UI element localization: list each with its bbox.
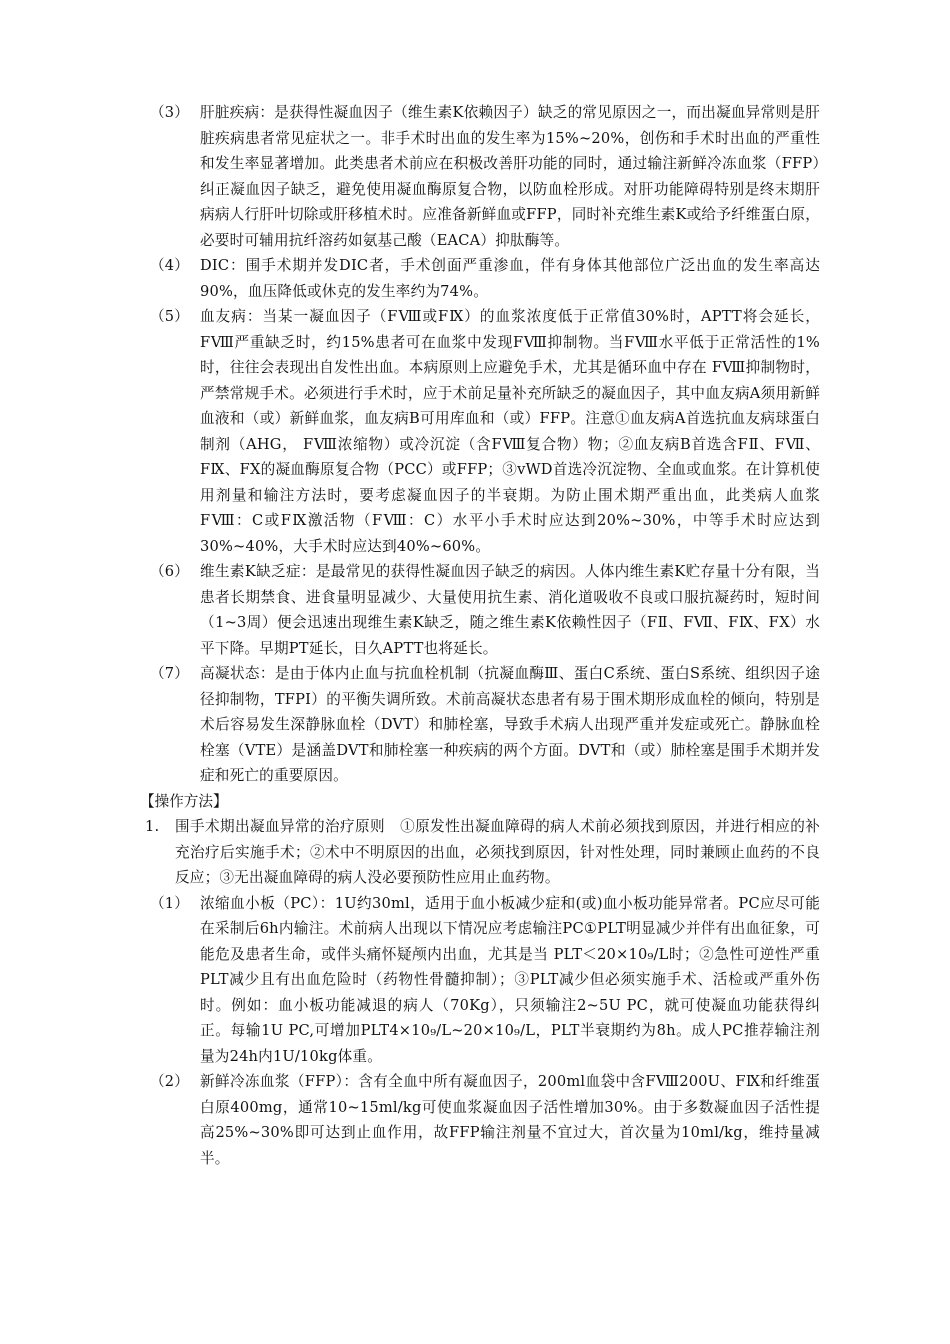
item-text: 肝脏疾病：是获得性凝血因子（维生素K依赖因子）缺乏的常见原因之一，而出凝血异常则是肝脏疾病患者常见症状之一。非手术时出血的发生率为15%~20%，创伤和手术时出血的严重性和发生率显著增加。此类患者术前应在积极改善肝功能的同时，通过输注新鲜冷冻血浆（FFP）纠正凝血因子缺乏，避免使用凝血酶原复合物，以防血栓形成。对肝功能障碍特别是终末期肝病病人行肝叶切除或肝移植术时。应准备新鲜血或FFP，同时补充维生素K或给予纤维蛋白原，必要时可辅用抗纤溶药如氨基己酸（EACA）抑肽酶等。	[200, 104, 820, 249]
principle-text: 围手术期出凝血异常的治疗原则 ①原发性出凝血障碍的病人术前必须找到原因，并进行相应的补充治疗后实施手术；②术中不明原因的出血，必须找到原因，针对性处理，同时兼顾止血药的不良反应；③无出凝血障碍的病人没必要预防性应用止血药物。	[175, 818, 820, 886]
item-number: （3）	[150, 104, 190, 121]
section-heading-operation-method: 【操作方法】	[140, 792, 228, 810]
list-item-platelet-concentrate	[140, 891, 820, 1070]
item-text: 维生素K缺乏症：是最常见的获得性凝血因子缺乏的病因。人体内维生素K贮存量十分有限，当患者长期禁食、进食量明显减少、大量使用抗生素、消化道吸收不良或口服抗凝药时，短时间（1~3周）便会迅速出现维生素K缺乏，随之维生素K依赖性因子（FⅡ、FⅦ、FⅨ、FⅩ）水平下降。早期PT延长，日久APTT也将延长。	[200, 563, 820, 657]
principle-number: 1.	[145, 818, 160, 835]
treatment-principle	[140, 814, 820, 891]
item-text: DIC：围手术期并发DIC者，手术创面严重渗血，伴有身体其他部位广泛出血的发生率高达90%，血压降低或休克的发生率约为74%。	[200, 257, 820, 300]
list-item-liver-disease	[140, 100, 820, 253]
content-block-top	[140, 100, 820, 1171]
item-number: （6）	[150, 563, 190, 580]
item-number: （7）	[150, 665, 190, 682]
item-number: （5）	[150, 308, 190, 325]
list-item-hypercoagulable-state	[140, 661, 820, 789]
item-text: 血友病：当某一凝血因子（FⅧ或FⅨ）的血浆浓度低于正常值30%时，APTT将会延长，FⅧ严重缺乏时，约15%患者可在血浆中发现FⅧ抑制物。当FⅧ水平低于正常活性的1%时，往往会表现出自发性出血。本病原则上应避免手术，尤其是循环血中存在 FⅧ抑制物时，严禁常规手术。必须进行手术时，应于术前足量补充所缺乏的凝血因子，其中血友病A须用新鲜血液和（或）新鲜血浆，血友病B可用库血和（或）FFP。注意①血友病A首选抗血友病球蛋白制剂（AHG， FⅧ浓缩物）或冷沉淀（含FⅧ复合物）物；②血友病B首选含FⅡ、FⅦ、FⅨ、FⅩ的凝血酶原复合物（PCC）或FFP；③vWD首选冷沉淀物、全血或血浆。在计算机使用剂量和输注方法时，要考虑凝血因子的半衰期。为防止围术期严重出血，此类病人血浆FⅧ：C或FⅨ激活物（FⅧ：C）水平小手术时应达到20%~30%，中等手术时应达到30%~40%，大手术时应达到40%~60%。	[200, 308, 820, 555]
item-text: 高凝状态：是由于体内止血与抗血栓机制（抗凝血酶Ⅲ、蛋白C系统、蛋白S系统、组织因子途径抑制物，TFPI）的平衡失调所致。术前高凝状态患者有易于围术期形成血栓的倾向，特别是术后容易发生深静脉血栓（DVT）和肺栓塞，导致手术病人出现严重并发症或死亡。静脉血栓栓塞（VTE）是涵盖DVT和肺栓塞一种疾病的两个方面。DVT和（或）肺栓塞是围手术期并发症和死亡的重要原因。	[200, 665, 820, 784]
item-number: （1）	[150, 894, 190, 912]
list-item-dic	[140, 253, 820, 304]
item-number: （4）	[150, 257, 190, 274]
item-text: 新鲜冷冻血浆（FFP）：含有全血中所有凝血因子，200ml血袋中含FⅧ200U、FⅨ和纤维蛋白原400mg，通常10~15ml/kg可使血浆凝血因子活性增加30%。由于多数凝血因子活性提高25%~30%即可达到止血作用，故FFP输注剂量不宜过大，首次量为10ml/kg，维持量减半。	[200, 1073, 820, 1167]
item-text: 浓缩血小板（PC）：1U约30ml，适用于血小板减少症和(或)血小板功能异常者。PC应尽可能在采制后6h内输注。术前病人出现以下情况应考虑输注PC①PLT明显减少并伴有出血征象，可能危及患者生命，或伴头痛怀疑颅内出血，尤其是当 PLT＜20×10₉/L时；②急性可逆性严重PLT减少且有出血危险时（药物性骨髓抑制）；③PLT减少但必须实施手术、活检或严重外伤时。例如：血小板功能减退的病人（70Kg），只须输注2~5U PC，就可使凝血功能获得纠正。每输1U PC,可增加PLT4×10₉/L~20×10₉/L，PLT半衰期约为8h。成人PC推荐输注剂量为24h内1U/10kg体重。	[200, 894, 820, 1065]
list-item-fresh-frozen-plasma	[140, 1069, 820, 1171]
item-number: （2）	[150, 1073, 190, 1090]
list-item-vitamin-k-deficiency	[140, 559, 820, 661]
list-item-hemophilia	[140, 304, 820, 559]
